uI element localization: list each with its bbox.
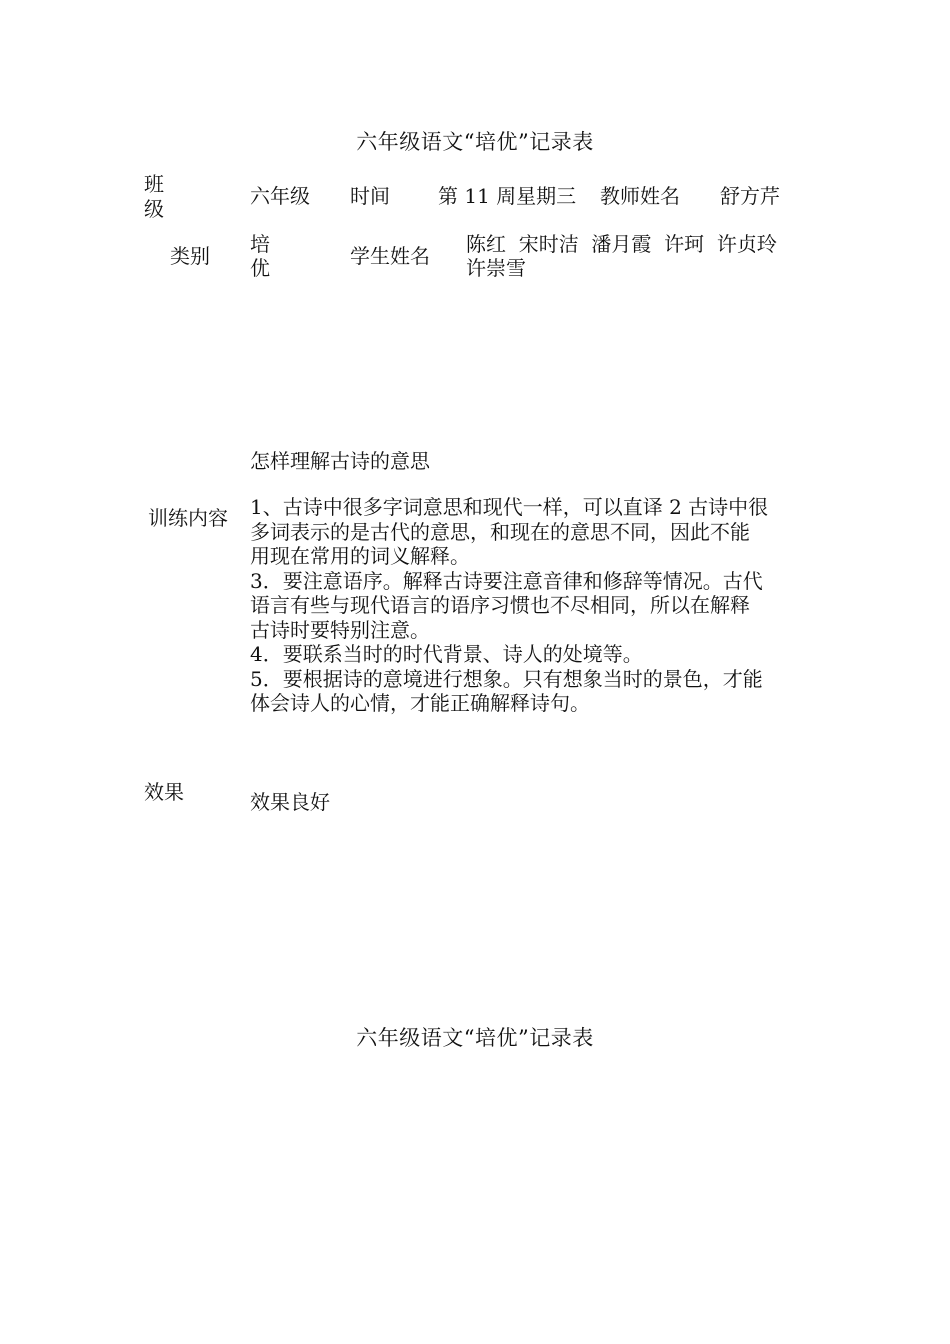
class-label-part1: 班: [144, 172, 164, 196]
training-topic: 怎样理解古诗的意思: [250, 449, 430, 473]
class-value: 六年级: [250, 184, 310, 208]
students-label: 学生姓名: [350, 244, 430, 268]
time-value: 第 11 周星期三: [438, 184, 577, 208]
training-line: 语言有些与现代语言的语序习惯也不尽相同，所以在解释: [250, 593, 750, 617]
training-line: 多词表示的是古代的意思，和现在的意思不同，因此不能: [250, 519, 750, 544]
page-title-repeat: 六年级语文“培优”记录表: [356, 1026, 594, 1050]
training-line: 用现在常用的词义解释。: [250, 544, 470, 568]
category-label: 类别: [170, 244, 210, 268]
training-line: 5．要根据诗的意境进行想象。只有想象当时的景色，才能: [250, 666, 763, 691]
students-list-line2: 许崇雪: [466, 256, 526, 280]
training-line: 体会诗人的心情，才能正确解释诗句。: [250, 691, 590, 715]
training-content: [250, 495, 810, 716]
category-value-part2: 优: [250, 256, 270, 280]
teacher-label: 教师姓名: [600, 184, 680, 208]
page-title: 六年级语文“培优”记录表: [356, 130, 594, 154]
class-label-part2: 级: [144, 197, 164, 221]
effect-value: 效果良好: [250, 790, 330, 814]
teacher-value: 舒方芹: [720, 184, 780, 208]
training-label: 训练内容: [148, 506, 228, 530]
category-value-part1: 培: [250, 232, 270, 256]
training-line: 3．要注意语序。解释古诗要注意音律和修辞等情况。古代: [250, 568, 763, 593]
training-line: 4．要联系当时的时代背景、诗人的处境等。: [250, 642, 643, 666]
students-list-line1: 陈红 宋时洁 潘月霞 许珂 许贞玲: [466, 232, 777, 256]
time-label: 时间: [350, 184, 390, 208]
effect-label: 效果: [144, 780, 184, 804]
training-line: 古诗时要特别注意。: [250, 617, 430, 642]
training-line: 1、古诗中很多字词意思和现代一样，可以直译 2 古诗中很: [250, 495, 769, 519]
